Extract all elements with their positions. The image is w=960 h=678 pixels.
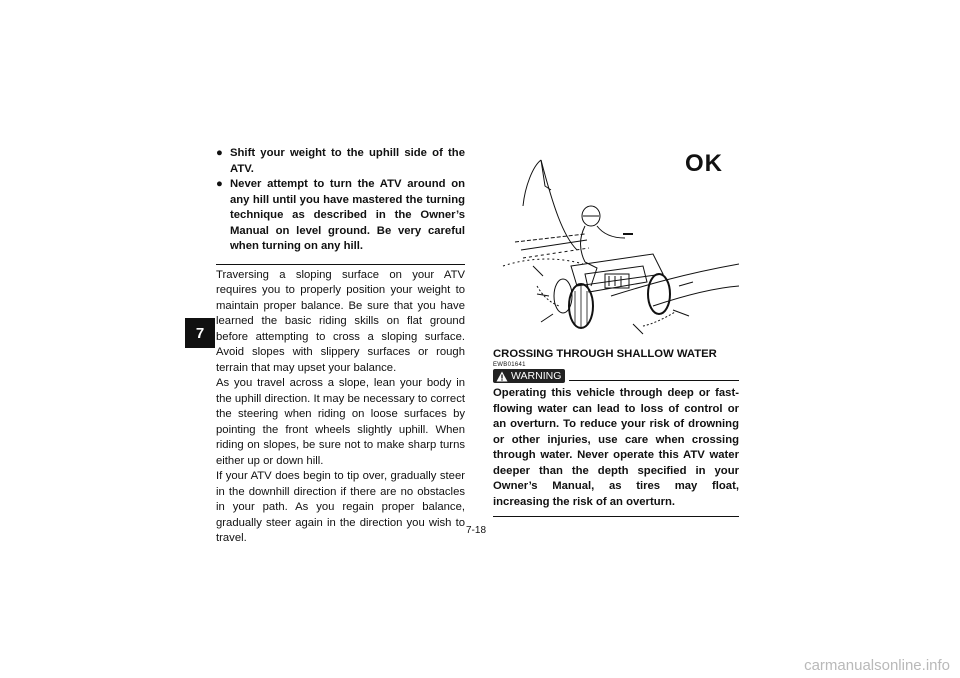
warning-code: EWB01641 <box>493 362 526 368</box>
chapter-tab: 7 <box>185 318 215 348</box>
warning-label: WARNING <box>511 370 562 382</box>
bullet-text: Shift your weight to the uphill side of the ATV. <box>230 147 465 175</box>
warning-triangle-icon <box>496 371 508 382</box>
warning-header-rule <box>569 380 739 381</box>
bullet-item <box>216 146 465 177</box>
atv-illustration <box>493 146 739 342</box>
watermark: carmanualsonline.info <box>804 657 950 674</box>
section-title: CROSSING THROUGH SHALLOW WATER <box>493 348 717 360</box>
bullet-list <box>216 146 465 255</box>
bullet-dot-icon: ● <box>216 147 223 159</box>
warning-bottom-rule <box>493 516 739 517</box>
body-paragraph: Traversing a sloping surface on your ATV requires you to properly position your weight to maintain proper balance. Be sure that you have learned the basic riding skills on flat ground before attempting to cross a sloping surface. Avoid slopes with slippery surfaces or rough terrain that may upset your balance. <box>216 268 465 374</box>
body-paragraph: As you travel across a slope, lean your body in the uphill direction. It may be necessary to correct the steering when riding on loose surfaces by pointing the front wheels slightly uphill. When riding on slopes, be sure not to make sharp turns either up or down hill. <box>216 377 465 467</box>
bullet-dot-icon: ● <box>216 178 223 190</box>
left-column <box>216 146 465 547</box>
warning-header <box>493 369 739 383</box>
warning-badge <box>493 369 565 383</box>
bullet-item <box>216 177 465 255</box>
warning-text: Operating this vehicle through deep or fast-flowing water can lead to loss of control or an overturn. To reduce your risk of drowning or other injuries, use care when crossing through water. Never operate this ATV water deeper than the depth specified in your Owner’s Manual, as tires may float, increasing the risk of an overturn. <box>493 387 739 508</box>
section-divider <box>216 264 465 265</box>
body-paragraph: If your ATV does begin to tip over, gradually steer in the downhill direction if there are no obstacles in your path. As you regain proper balance, gradually steer again in the direction you wish to travel. <box>216 470 465 544</box>
bullet-text: Never attempt to turn the ATV around on any hill until you have mastered the turning technique as described in the Owner’s Manual on level ground. Be very careful when turning on any hill. <box>230 178 465 252</box>
ok-label: OK <box>685 150 723 177</box>
right-column <box>493 146 739 517</box>
page-number: 7-18 <box>466 525 487 536</box>
